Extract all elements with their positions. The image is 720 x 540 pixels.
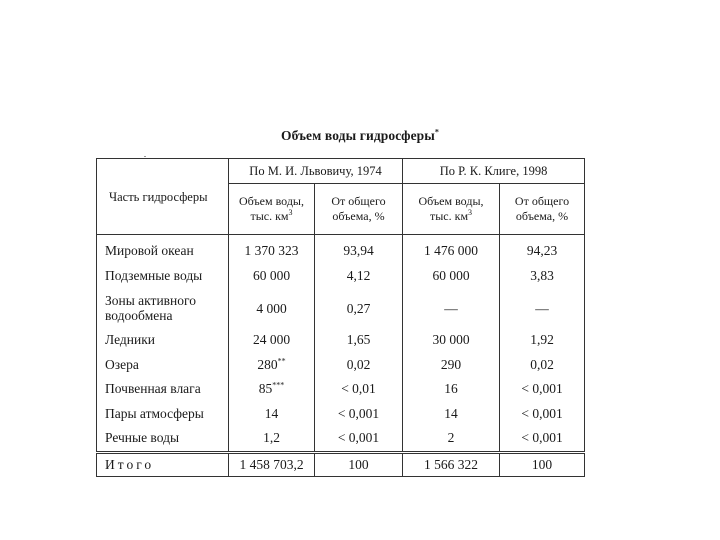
row-share-2: < 0,001: [500, 402, 585, 427]
row-volume-2: 14: [403, 402, 500, 427]
row-volume-2: 30 000: [403, 328, 500, 353]
row-volume-1-value: 24 000: [252, 332, 291, 348]
header-share-1: От общего объема, %: [315, 184, 403, 235]
header-source-klige: По Р. К. Клиге, 1998: [403, 159, 585, 184]
header-part: Часть гидросферы: [97, 159, 229, 235]
scan-speck: [144, 156, 146, 157]
row-volume-2: 2: [403, 426, 500, 452]
row-volume-2: 290: [403, 353, 500, 378]
table-title-text: Объем воды гидросферы: [280, 128, 435, 143]
row-name: Почвенная влага: [97, 377, 229, 402]
row-name: Озера: [97, 353, 229, 378]
total-share-1: 100: [315, 452, 403, 476]
row-volume-1-mark: ***: [272, 380, 285, 390]
row-name: Подземные воды: [97, 264, 229, 289]
row-share-2: < 0,001: [500, 377, 585, 402]
header-volume-1-text: Объем воды, тыс. км: [238, 194, 304, 223]
row-share-2: 3,83: [500, 264, 585, 289]
table-footer: [97, 452, 585, 476]
row-share-1: 0,27: [315, 288, 403, 328]
row-name: Мировой океан: [97, 235, 229, 264]
row-share-1: 93,94: [315, 235, 403, 264]
header-volume-2: [403, 184, 500, 235]
table-row: [97, 426, 585, 452]
row-volume-2: 60 000: [403, 264, 500, 289]
row-volume-1-mark: **: [277, 356, 286, 366]
header-volume-2-exp: 3: [468, 208, 473, 217]
row-name: Пары атмосферы: [97, 402, 229, 427]
title-footnote-mark: *: [434, 127, 440, 137]
row-volume-2: 16: [403, 377, 500, 402]
row-volume-1-value: 4 000: [256, 300, 287, 316]
table-row: [97, 288, 585, 328]
row-share-1: < 0,001: [315, 402, 403, 427]
table-row: [97, 353, 585, 378]
row-share-2: 1,92: [500, 328, 585, 353]
header-source-lvovich: По М. И. Львовичу, 1974: [229, 159, 403, 184]
row-volume-1-value: 60 000: [252, 267, 291, 283]
row-volume-1: [229, 426, 315, 452]
row-volume-1: [229, 353, 315, 378]
row-volume-1: [229, 235, 315, 264]
table-header: [97, 159, 585, 235]
header-volume-2-text: Объем воды, тыс. км: [418, 194, 484, 223]
table-row: [97, 264, 585, 289]
total-label: Итого: [97, 452, 229, 476]
row-share-1: < 0,001: [315, 426, 403, 452]
total-share-2: 100: [500, 452, 585, 476]
row-share-1: < 0,01: [315, 377, 403, 402]
row-share-2: < 0,001: [500, 426, 585, 452]
table-row: [97, 235, 585, 264]
table-row: [97, 328, 585, 353]
total-row: [97, 452, 585, 476]
row-volume-1: [229, 288, 315, 328]
header-volume-1-exp: 3: [288, 208, 293, 217]
row-volume-1: [229, 264, 315, 289]
row-volume-1-value: 280: [257, 356, 278, 372]
table-body: [97, 235, 585, 453]
row-volume-1: [229, 377, 315, 402]
total-volume-2: 1 566 322: [403, 452, 500, 476]
row-volume-2: —: [403, 288, 500, 328]
row-name: Речные воды: [97, 426, 229, 452]
row-volume-1-value: 85: [258, 381, 273, 397]
row-name: Зоны активного водообмена: [97, 288, 229, 328]
row-share-1: 0,02: [315, 353, 403, 378]
row-share-1: 4,12: [315, 264, 403, 289]
row-volume-1-value: 1,2: [263, 430, 280, 446]
row-share-2: —: [500, 288, 585, 328]
header-volume-1: [229, 184, 315, 235]
hydrosphere-table: [96, 158, 585, 477]
header-share-2: От общего объема, %: [500, 184, 585, 235]
table-title: [0, 128, 720, 144]
row-volume-1-value: 1 370 323: [244, 243, 299, 259]
row-name: Ледники: [97, 328, 229, 353]
row-share-2: 0,02: [500, 353, 585, 378]
row-volume-1-value: 14: [264, 405, 279, 421]
row-volume-1: [229, 402, 315, 427]
row-volume-2: 1 476 000: [403, 235, 500, 264]
table-row: [97, 377, 585, 402]
row-volume-1: [229, 328, 315, 353]
row-share-1: 1,65: [315, 328, 403, 353]
row-share-2: 94,23: [500, 235, 585, 264]
table-row: [97, 402, 585, 427]
total-volume-1: 1 458 703,2: [229, 452, 315, 476]
